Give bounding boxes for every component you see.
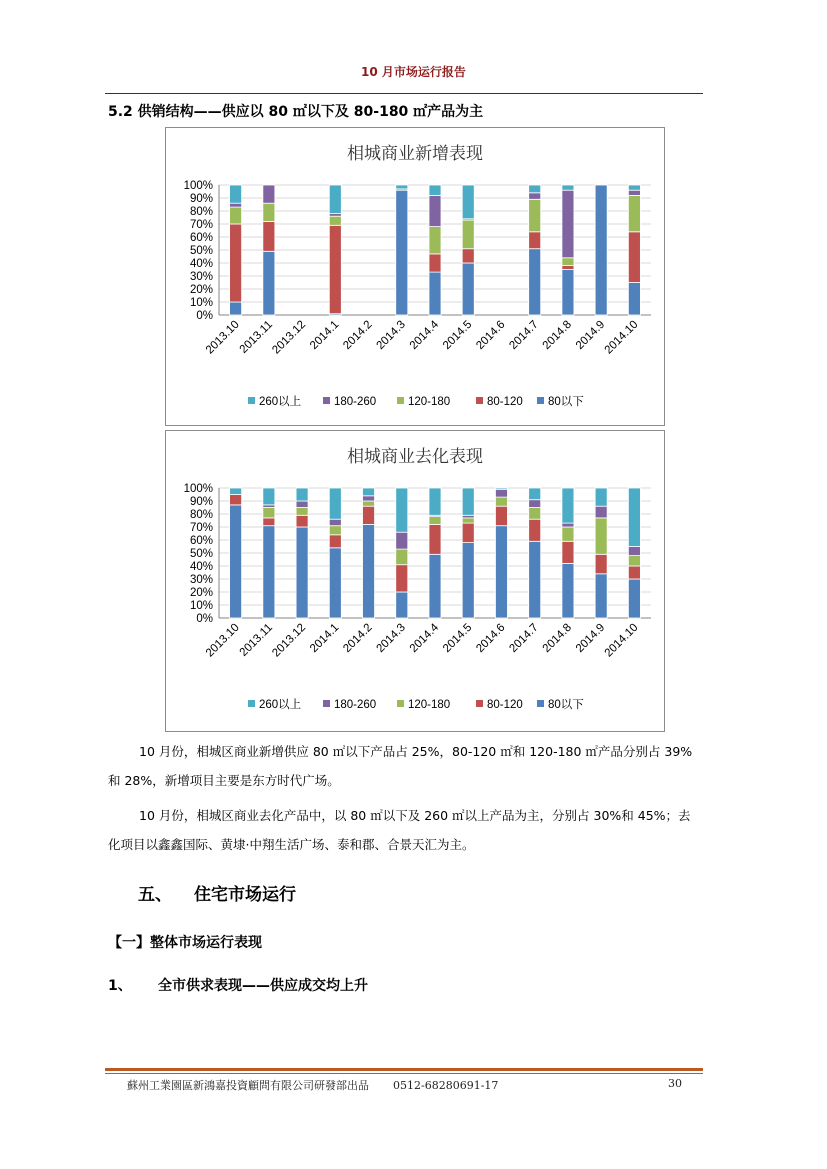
x-tick-label: 2014.10 [602, 318, 641, 357]
y-tick-label: 40% [189, 561, 213, 573]
bar-segment [296, 515, 308, 527]
bar-segment [363, 501, 375, 506]
bar-segment [263, 221, 275, 251]
bar-segment [595, 506, 607, 518]
bar-segment [595, 518, 607, 554]
bar-segment [529, 193, 541, 200]
x-tick-label: 2013.12 [270, 621, 309, 660]
bar-segment [329, 488, 341, 519]
report-header-title: 10 月市场运行报告 [361, 65, 466, 79]
bar-segment [462, 488, 474, 515]
legend-swatch [397, 397, 404, 404]
bar-segment [296, 527, 308, 618]
bar-segment [263, 185, 275, 203]
bar-segment [628, 556, 640, 566]
bar-segment [263, 251, 275, 315]
x-tick-label: 2014.3 [374, 621, 408, 656]
bar-segment [462, 220, 474, 249]
legend-swatch [323, 397, 330, 404]
footer-rule-thick [105, 1068, 703, 1071]
y-tick-label: 100% [183, 180, 213, 192]
bar-segment [462, 263, 474, 315]
absorption-chart-frame [165, 430, 665, 732]
bar-segment [495, 526, 507, 618]
bar-segment [628, 488, 640, 547]
legend-swatch [476, 700, 483, 707]
bar-segment [495, 489, 507, 497]
bar-segment [595, 488, 607, 506]
bar-segment [396, 592, 408, 618]
bar-segment [263, 526, 275, 618]
y-tick-label: 30% [189, 574, 213, 586]
bar-segment [495, 506, 507, 526]
x-tick-label: 2013.12 [270, 318, 309, 357]
bar-segment [363, 488, 375, 496]
bar-segment [562, 185, 574, 190]
bar-segment [396, 185, 408, 189]
bar-segment [429, 524, 441, 554]
bar-segment [529, 508, 541, 520]
x-tick-label: 2014.6 [474, 318, 508, 353]
bar-segment [429, 554, 441, 618]
legend-label: 80-120 [487, 396, 523, 408]
x-tick-label: 2014.7 [507, 621, 541, 656]
bar-segment [462, 518, 474, 523]
paragraph-supply-text: 10 月份，相城区商业新增供应 80 ㎡以下产品占 25%，80-120 ㎡和 120-180 ㎡产品分别占 39%和 28%，新增项目主要是东方时代广场。 [108, 744, 693, 788]
legend-swatch [248, 397, 255, 404]
page-number: 30 [668, 1077, 682, 1090]
bar-segment [562, 258, 574, 266]
bar-segment [628, 579, 640, 618]
paragraph-absorption [108, 801, 698, 859]
bar-segment [329, 526, 341, 535]
bar-segment [562, 190, 574, 258]
bar-segment [562, 270, 574, 316]
bar-segment [396, 488, 408, 532]
bar-segment [462, 523, 474, 543]
x-tick-label: 2014.1 [308, 318, 342, 353]
x-tick-label: 2013.10 [203, 621, 242, 660]
bar-segment [329, 216, 341, 225]
bar-segment [462, 543, 474, 618]
y-tick-label: 0% [196, 310, 213, 322]
y-tick-label: 20% [189, 587, 213, 599]
bar-segment [462, 185, 474, 219]
x-tick-label: 2014.3 [374, 318, 408, 353]
bar-segment [329, 185, 341, 214]
item-title: 全市供求表现——供应成交均上升 [158, 978, 368, 994]
x-tick-label: 2013.11 [237, 318, 275, 356]
footer-phone: 0512-68280691-17 [393, 1079, 499, 1092]
footer-rule-thin [105, 1073, 703, 1074]
legend-label: 180-260 [334, 699, 377, 711]
bar-segment [429, 195, 441, 226]
bar-segment [230, 185, 242, 203]
x-tick-label: 2014.4 [407, 621, 442, 656]
bar-segment [296, 488, 308, 501]
x-tick-label: 2014.10 [602, 621, 641, 660]
x-tick-label: 2014.2 [341, 318, 375, 353]
bar-segment [628, 185, 640, 190]
bar-segment [263, 203, 275, 221]
bar-segment [495, 488, 507, 489]
legend-label: 80以下 [548, 699, 584, 711]
bar-segment [429, 272, 441, 315]
bar-segment [562, 563, 574, 618]
bar-segment [628, 195, 640, 231]
bar-segment [562, 527, 574, 541]
bar-segment [495, 497, 507, 506]
legend-label: 260以上 [259, 699, 302, 711]
x-tick-label: 2014.9 [573, 621, 608, 656]
y-tick-label: 50% [189, 245, 213, 257]
bar-segment [562, 523, 574, 527]
footer-company: 蘇州工業園區新鴻嘉投資顧問有限公司研發部出品 [127, 1079, 369, 1092]
bar-segment [396, 190, 408, 315]
bar-segment [396, 549, 408, 565]
bar-segment [329, 225, 341, 313]
x-tick-label: 2014.8 [540, 318, 575, 353]
paragraph-absorption-text: 10 月份，相城区商业去化产品中，以 80 ㎡以下及 260 ㎡以上产品为主，分别占 30%和 45%；去化项目以鑫鑫国际、黄埭·中翔生活广场、泰和郡、合景天汇为主。 [108, 808, 691, 852]
bar-segment [230, 488, 242, 495]
bar-segment [230, 302, 242, 315]
bar-segment [363, 506, 375, 524]
bar-segment [230, 505, 242, 618]
bar-segment [628, 232, 640, 283]
bar-segment [363, 524, 375, 618]
absorption-chart [166, 431, 664, 731]
legend-swatch [537, 700, 544, 707]
y-tick-label: 0% [196, 613, 213, 625]
bar-segment [628, 190, 640, 195]
y-tick-label: 80% [189, 509, 213, 521]
bar-segment [230, 207, 242, 224]
x-tick-label: 2014.5 [440, 621, 475, 656]
y-tick-label: 50% [189, 548, 213, 560]
y-tick-label: 100% [183, 483, 213, 495]
x-tick-label: 2014.8 [540, 621, 575, 656]
x-tick-label: 2013.11 [237, 621, 275, 659]
x-tick-label: 2014.7 [507, 318, 541, 353]
bar-segment [329, 519, 341, 526]
footer-text [127, 1077, 498, 1093]
bar-segment [263, 518, 275, 526]
bar-segment [396, 565, 408, 592]
chart-title: 相城商业新增表现 [347, 144, 483, 163]
bar-segment [529, 185, 541, 193]
legend-swatch [537, 397, 544, 404]
supply-chart-frame [165, 127, 665, 426]
y-tick-label: 10% [189, 297, 213, 309]
bar-segment [529, 541, 541, 618]
bar-segment [529, 232, 541, 249]
bar-segment [529, 199, 541, 232]
chart-title: 相城商业去化表现 [347, 447, 483, 466]
chapter-title: 住宅市场运行 [194, 885, 296, 905]
bar-segment [628, 547, 640, 556]
legend-label: 180-260 [334, 396, 377, 408]
y-tick-label: 70% [189, 219, 213, 231]
bar-segment [396, 532, 408, 549]
bar-segment [296, 501, 308, 508]
bar-segment [263, 508, 275, 518]
y-tick-label: 20% [189, 284, 213, 296]
x-tick-label: 2014.9 [573, 318, 608, 353]
y-tick-label: 30% [189, 271, 213, 283]
subsection-heading: 【一】整体市场运行表现 [108, 935, 262, 951]
x-tick-label: 2014.5 [440, 318, 475, 353]
chapter-heading [138, 880, 296, 905]
bar-segment [462, 249, 474, 263]
legend-label: 120-180 [408, 699, 451, 711]
bar-segment [529, 500, 541, 508]
legend-swatch [323, 700, 330, 707]
bar-segment [529, 488, 541, 500]
legend-swatch [476, 397, 483, 404]
y-tick-label: 70% [189, 522, 213, 534]
bar-segment [628, 566, 640, 579]
chapter-number: 五、 [138, 885, 172, 905]
legend-label: 80以下 [548, 396, 584, 408]
bar-segment [429, 227, 441, 254]
bar-segment [329, 535, 341, 548]
item-heading [108, 975, 368, 995]
header-rule [105, 93, 703, 94]
y-tick-label: 60% [189, 232, 213, 244]
paragraph-supply [108, 737, 698, 795]
legend-swatch [248, 700, 255, 707]
x-tick-label: 2014.1 [308, 621, 342, 656]
legend-swatch [397, 700, 404, 707]
y-tick-label: 60% [189, 535, 213, 547]
bar-segment [562, 266, 574, 270]
legend-label: 260以上 [259, 396, 302, 408]
x-tick-label: 2014.4 [407, 318, 442, 353]
bar-segment [529, 249, 541, 315]
y-tick-label: 80% [189, 206, 213, 218]
bar-segment [230, 203, 242, 207]
bar-segment [429, 185, 441, 195]
bar-segment [595, 554, 607, 574]
x-tick-label: 2014.2 [341, 621, 375, 656]
bar-segment [363, 496, 375, 501]
bar-segment [296, 508, 308, 516]
bar-segment [230, 495, 242, 505]
y-tick-label: 10% [189, 600, 213, 612]
bar-segment [263, 488, 275, 505]
y-tick-label: 90% [189, 496, 213, 508]
bar-segment [562, 541, 574, 563]
bar-segment [529, 519, 541, 541]
item-number: 1、 [108, 978, 132, 994]
x-tick-label: 2014.6 [474, 621, 508, 656]
y-tick-label: 40% [189, 258, 213, 270]
section-title: 5.2 供销结构——供应以 80 ㎡以下及 80-180 ㎡产品为主 [108, 104, 484, 120]
bar-segment [230, 224, 242, 302]
bar-segment [329, 548, 341, 618]
bar-segment [595, 574, 607, 618]
bar-segment [628, 283, 640, 316]
bar-segment [429, 254, 441, 272]
bar-segment [562, 488, 574, 523]
bar-segment [595, 185, 607, 315]
y-tick-label: 90% [189, 193, 213, 205]
legend-label: 120-180 [408, 396, 451, 408]
supply-chart [166, 128, 664, 425]
bar-segment [429, 488, 441, 515]
legend-label: 80-120 [487, 699, 523, 711]
x-tick-label: 2013.10 [203, 318, 242, 357]
bar-segment [429, 517, 441, 525]
